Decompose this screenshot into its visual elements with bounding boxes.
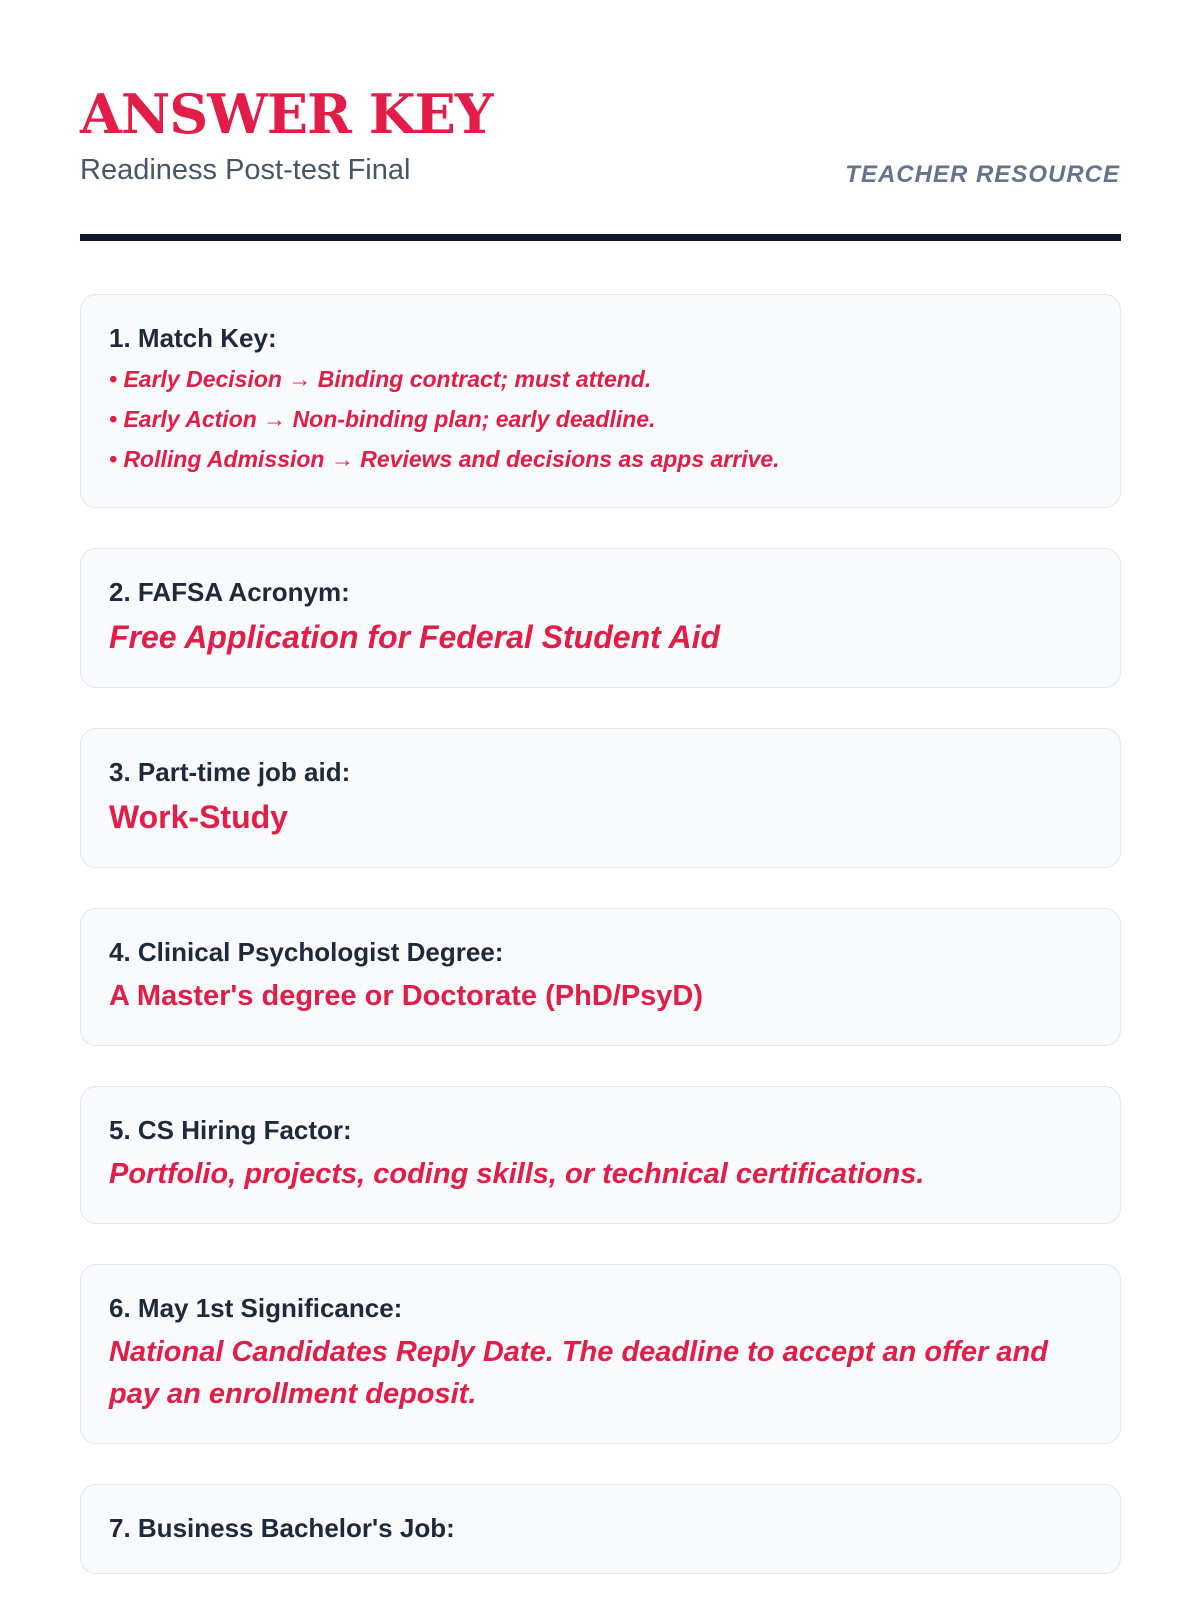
match-key-item: • Early Decision → Binding contract; must attend.: [109, 366, 652, 392]
answer-card-4: [80, 908, 1121, 1046]
question-label: 5. CS Hiring Factor:: [109, 1115, 352, 1145]
answer-card-1: [80, 294, 1121, 508]
answer-list: [80, 294, 1121, 1600]
answer-text: National Candidates Reply Date. The deadline to accept an offer and pay an enrollment deposit.: [109, 1336, 1048, 1410]
answer-text: Free Application for Federal Student Aid: [109, 619, 721, 655]
question-label: 4. Clinical Psychologist Degree:: [109, 937, 504, 967]
question-label: 6. May 1st Significance:: [109, 1293, 403, 1323]
match-key-item: • Early Action → Non-binding plan; early deadline.: [109, 406, 656, 432]
page-title: ANSWER KEY: [80, 82, 493, 146]
header-divider: [80, 234, 1121, 241]
answer-card-6: [80, 1264, 1121, 1444]
page-subtitle: Readiness Post-test Final: [80, 154, 411, 186]
page-header: [80, 82, 1120, 192]
answer-card-2: [80, 548, 1121, 688]
answer-text: Portfolio, projects, coding skills, or technical certifications.: [109, 1158, 925, 1190]
answer-card-7: [80, 1484, 1121, 1574]
question-label: 7. Business Bachelor's Job:: [109, 1513, 455, 1543]
answer-card-3: [80, 728, 1121, 868]
question-label: 2. FAFSA Acronym:: [109, 577, 350, 607]
match-key-item: • Rolling Admission → Reviews and decisions as apps arrive.: [109, 446, 780, 472]
question-label: 3. Part-time job aid:: [109, 757, 351, 787]
answer-text: Work-Study: [109, 799, 288, 835]
resource-tag: TEACHER RESOURCE: [845, 161, 1120, 188]
answer-text: A Master's degree or Doctorate (PhD/PsyD): [109, 980, 704, 1012]
question-label: 1. Match Key:: [109, 323, 277, 353]
answer-card-5: [80, 1086, 1121, 1224]
match-key-list: [109, 359, 1092, 479]
